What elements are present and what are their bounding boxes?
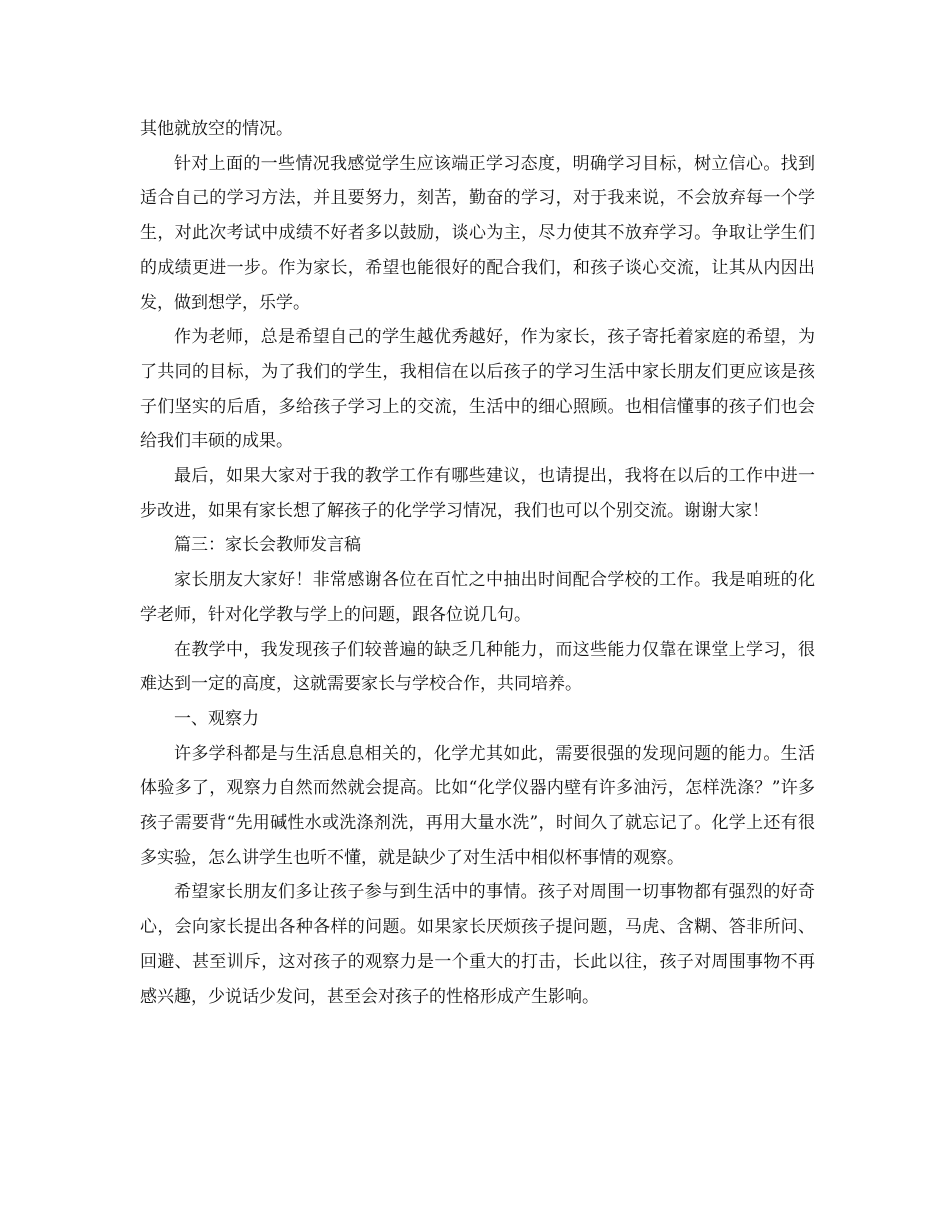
section-heading: 篇三：家长会教师发言稿 [174,535,361,556]
paragraph-continued: 其他就放空的情况。 [140,119,293,139]
paragraph: 许多学科都是与生活息息相关的，化学尤其如此，需要很强的发现问题的能力。生活体验多了，观察力自然而然就会提高。比如“化学仪器内壁有许多油污，怎样洗涤？”许多孩子需要背“先用碱性水或洗涤剂洗，再用大量水洗”，时间久了就忘记了。化学上还有很多实验，怎么讲学生也听不懂，就是缺少了对生活中相似杯事情的观察。 [140,743,815,868]
paragraph: 家长朋友大家好！非常感谢各位在百忙之中抽出时间配合学校的工作。我是咱班的化学老师，针对化学教与学上的问题，跟各位说几句。 [140,570,815,625]
subsection-heading: 一、观察力 [174,708,259,729]
paragraph: 最后，如果大家对于我的教学工作有哪些建议，也请提出，我将在以后的工作中进一步改进，如果有家长想了解孩子的化学学习情况，我们也可以个别交流。谢谢大家！ [140,466,815,521]
paragraph: 在教学中，我发现孩子们较普遍的缺乏几种能力，而这些能力仅靠在课堂上学习，很难达到一定的高度，这就需要家长与学校合作，共同培养。 [140,639,815,695]
body-text [140,112,815,1014]
paragraph: 针对上面的一些情况我感觉学生应该端正学习态度，明确学习目标，树立信心。找到适合自己的学习方法，并且要努力，刻苦，勤奋的学习，对于我来说，不会放弃每一个学生，对此次考试中成绩不好者多以鼓励，谈心为主，尽力使其不放弃学习。争取让学生们的成绩更进一步。作为家长，希望也能很好的配合我们，和孩子谈心交流，让其从内因出发，做到想学，乐学。 [140,153,815,313]
paragraph: 希望家长朋友们多让孩子参与到生活中的事情。孩子对周围一切事物都有强烈的好奇心，会向家长提出各种各样的问题。如果家长厌烦孩子提问题，马虎、含糊、答非所问、回避、甚至训斥，这对孩子的观察力是一个重大的打击，长此以往，孩子对周围事物不再感兴趣，少说话少发问，甚至会对孩子的性格形成产生影响。 [140,882,815,1007]
paragraph: 作为老师，总是希望自己的学生越优秀越好，作为家长，孩子寄托着家庭的希望，为了共同的目标，为了我们的学生，我相信在以后孩子的学习生活中家长朋友们更应该是孩子们坚实的后盾，多给孩子学习上的交流，生活中的细心照顾。也相信懂事的孩子们也会给我们丰硕的成果。 [140,327,815,452]
